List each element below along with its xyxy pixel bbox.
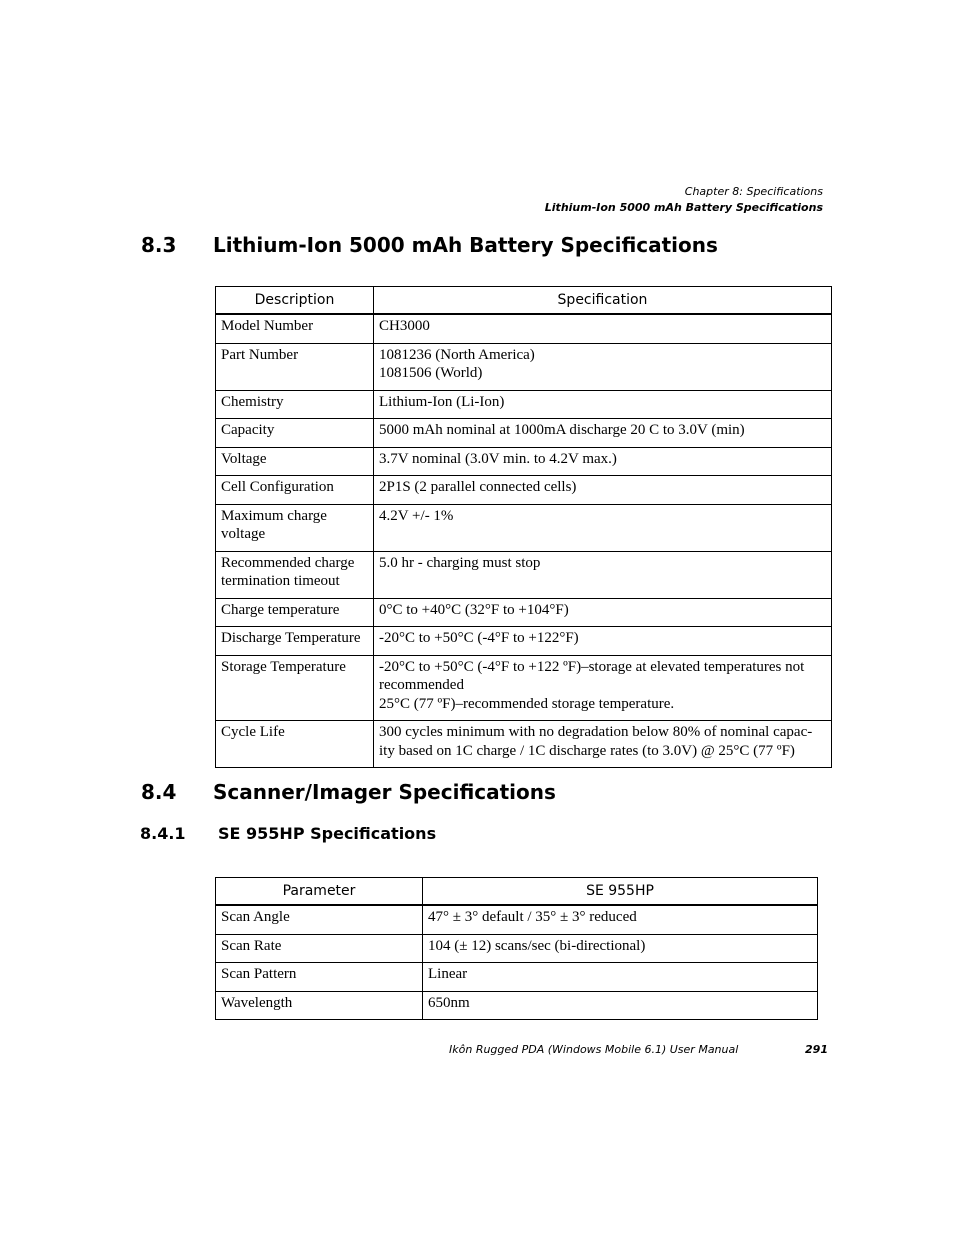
parameter-cell: Wavelength: [216, 991, 423, 1020]
table-row: [216, 598, 832, 627]
running-head: [545, 184, 823, 216]
running-head-section: Lithium-Ion 5000 mAh Battery Specifications: [544, 201, 823, 214]
table-row: [216, 963, 818, 992]
table-row: [216, 655, 832, 721]
specification-cell: CH3000: [374, 314, 832, 343]
section-number: 8.3: [141, 233, 177, 257]
specification-cell: 3.7V nominal (3.0V min. to 4.2V max.): [374, 447, 832, 476]
description-cell: Voltage: [216, 447, 374, 476]
table-row: [216, 476, 832, 505]
table-row: [216, 447, 832, 476]
table-row: [216, 934, 818, 963]
table-header-row: [216, 287, 832, 315]
description-cell: Storage Temperature: [216, 655, 374, 721]
description-cell: Discharge Temperature: [216, 627, 374, 656]
specification-cell: 300 cycles minimum with no degradation below 80% of nominal capac- ity based on 1C charge / 1C discharge rates (to 3.0V) @ 25°C (77 ºF): [374, 721, 832, 768]
table-row: [216, 991, 818, 1020]
column-header-model: SE 955HP: [423, 878, 818, 906]
value-cell: Linear: [423, 963, 818, 992]
specification-cell: -20°C to +50°C (-4°F to +122°F): [374, 627, 832, 656]
parameter-cell: Scan Rate: [216, 934, 423, 963]
table-row: [216, 343, 832, 390]
description-cell: Charge temperature: [216, 598, 374, 627]
parameter-cell: Scan Pattern: [216, 963, 423, 992]
specification-cell: 5.0 hr - charging must stop: [374, 551, 832, 598]
table-row: [216, 419, 832, 448]
battery-spec-table: [215, 286, 832, 768]
description-cell: Maximum charge voltage: [216, 504, 374, 551]
description-cell: Cycle Life: [216, 721, 374, 768]
column-header-specification: Specification: [374, 287, 832, 315]
value-cell: 650nm: [423, 991, 818, 1020]
subsection-title: SE 955HP Specifications: [218, 824, 437, 843]
table-row: [216, 721, 832, 768]
description-cell: Recommended charge termination timeout: [216, 551, 374, 598]
running-head-chapter: Chapter 8: Specifications: [684, 185, 823, 198]
description-cell: Chemistry: [216, 390, 374, 419]
table-header-row: [216, 878, 818, 906]
section-title: Scanner/Imager Specifications: [213, 780, 556, 804]
specification-cell: 1081236 (North America) 1081506 (World): [374, 343, 832, 390]
parameter-cell: Scan Angle: [216, 905, 423, 934]
scanner-spec-table: [215, 877, 818, 1020]
section-number: 8.4: [141, 780, 177, 804]
table-row: [216, 905, 818, 934]
specification-cell: 4.2V +/- 1%: [374, 504, 832, 551]
description-cell: Capacity: [216, 419, 374, 448]
column-header-parameter: Parameter: [216, 878, 423, 906]
description-cell: Part Number: [216, 343, 374, 390]
table-row: [216, 504, 832, 551]
table-row: [216, 314, 832, 343]
page-number: 291: [805, 1043, 828, 1056]
subsection-number: 8.4.1: [140, 824, 186, 843]
column-header-description: Description: [216, 287, 374, 315]
description-cell: Model Number: [216, 314, 374, 343]
specification-cell: 2P1S (2 parallel connected cells): [374, 476, 832, 505]
value-cell: 104 (± 12) scans/sec (bi-directional): [423, 934, 818, 963]
table-row: [216, 551, 832, 598]
description-cell: Cell Configuration: [216, 476, 374, 505]
specification-cell: 0°C to +40°C (32°F to +104°F): [374, 598, 832, 627]
specification-cell: Lithium-Ion (Li-Ion): [374, 390, 832, 419]
section-title: Lithium-Ion 5000 mAh Battery Specifications: [213, 233, 718, 257]
value-cell: 47° ± 3° default / 35° ± 3° reduced: [423, 905, 818, 934]
table-row: [216, 627, 832, 656]
specification-cell: 5000 mAh nominal at 1000mA discharge 20 C to 3.0V (min): [374, 419, 832, 448]
footer-manual-title: Ikôn Rugged PDA (Windows Mobile 6.1) User Manual: [449, 1043, 739, 1056]
specification-cell: -20°C to +50°C (-4°F to +122 ºF)–storage at elevated temperatures not recommended 25°C (77 ºF)–recommended storage temperature.: [374, 655, 832, 721]
table-row: [216, 390, 832, 419]
